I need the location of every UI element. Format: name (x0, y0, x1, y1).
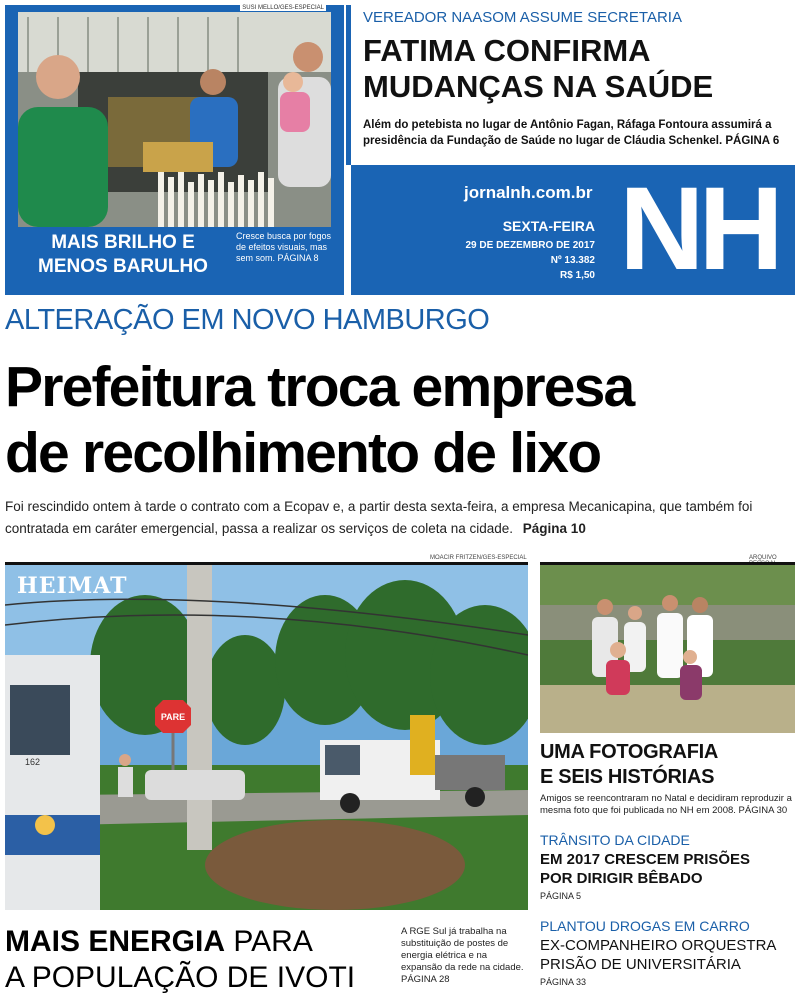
main-headline (5, 354, 633, 486)
story2-headline (540, 850, 795, 888)
story-headline (363, 33, 713, 105)
main-headline-line1: Prefeitura troca empresa (5, 355, 634, 419)
story-kicker: VEREADOR NAASOM ASSUME SECRETARIA (363, 9, 682, 26)
story-headline-line2: MUDANÇAS NA SAÚDE (363, 69, 714, 104)
energy-headline-line2: A POPULAÇÃO DE IVOTI (5, 961, 356, 994)
photo-credit: ARQUIVO (749, 555, 777, 561)
masthead-issue: Nº 13.382 (550, 255, 595, 266)
power-line-photo (5, 565, 528, 910)
shop-scene-illustration (18, 12, 331, 227)
nh-logo[interactable]: NH (619, 163, 778, 295)
friends-photo (540, 565, 795, 733)
story1-headline-line1: UMA FOTOGRAFIA (540, 741, 719, 763)
energy-headline-bold: MAIS ENERGIA (5, 925, 226, 958)
story3-headline-line2: PRISÃO DE UNIVERSITÁRIA (540, 956, 741, 973)
story2-headline-line1: EM 2017 CRESCEM PRISÕES (540, 851, 751, 868)
story2-page[interactable]: PÁGINA 5 (540, 891, 582, 901)
story2-headline-line2: POR DIRIGIR BÊBADO (540, 870, 703, 887)
promo-headline[interactable] (13, 231, 233, 279)
main-story[interactable] (5, 300, 795, 550)
heimat-tag: HEIMAT (17, 573, 128, 599)
sidebar-story-2[interactable] (540, 832, 795, 901)
story-headline-line1: FATIMA CONFIRMA (363, 33, 651, 68)
main-page-ref[interactable]: Página 10 (522, 521, 586, 536)
story1-body: Amigos se reencontraram no Natal e decidiram reproduzir a mesma foto que foi publicada no NH em 2008. PÁGINA 30 (540, 793, 792, 816)
sidebar-story-3[interactable] (540, 918, 795, 987)
vertical-divider (346, 5, 351, 165)
story3-page[interactable]: PÁGINA 33 (540, 977, 587, 987)
promo-blurb: Cresce busca por fogos de efeitos visuais, mas sem som. PÁGINA 8 (236, 231, 332, 263)
story2-kicker: TRÂNSITO DA CIDADE (540, 832, 690, 848)
energy-headline[interactable] (5, 924, 395, 996)
masthead-price: R$ 1,50 (559, 270, 595, 281)
story3-kicker: PLANTOU DROGAS EM CARRO (540, 918, 750, 934)
stop-sign-text: PARE (160, 712, 186, 722)
main-body-text: Foi rescindido ontem à tarde o contrato com a Ecopav e, a partir desta sexta-feira, a empresa Mecanicapina, que também foi contratada em caráter emergencial, passa a realizar os serviços de coleta na cidade. (5, 499, 753, 536)
main-kicker: ALTERAÇÃO EM NOVO HAMBURGO (5, 304, 490, 336)
site-url[interactable]: jornalnh.com.br (464, 183, 593, 202)
promo-headline-line1: MAIS BRILHO E (51, 232, 195, 253)
photo-credit: MOACIR FRITZEN/GES-ESPECIAL (430, 555, 527, 561)
promo-headline-line2: MENOS BARULHO (38, 256, 208, 277)
story3-headline (540, 936, 795, 974)
energy-blurb: A RGE Sul já trabalha na substituição de postes de energia elétrica e na expansão da rede na cidade. PÁGINA 28 (401, 926, 524, 985)
story-summary: Além do petebista no lugar de Antônio Fagan, Ráfaga Fontoura assumirá a presidência da Fundação de Saúde no lugar de Cláudia Schenkel. PÁGINA 6 (363, 119, 780, 147)
masthead-weekday: SEXTA-FEIRA (502, 218, 595, 234)
photo-credit: SUSI MELLO/GES-ESPECIAL (242, 5, 324, 11)
masthead[interactable] (351, 165, 795, 295)
story3-headline-line1: EX-COMPANHEIRO ORQUESTRA (540, 937, 777, 954)
utility-work-illustration (5, 565, 528, 910)
energy-headline-light: PARA (225, 925, 313, 958)
energy-headline-line1 (5, 924, 395, 960)
main-headline-line2: de recolhimento de lixo (5, 421, 601, 485)
sidebar-story-1[interactable] (540, 740, 795, 817)
story1-headline (540, 740, 795, 790)
truck-number: 162 (25, 757, 41, 767)
top-right-story[interactable] (351, 5, 795, 161)
masthead-date: 29 DE DEZEMBRO DE 2017 (465, 240, 595, 251)
story1-headline-line2: E SEIS HISTÓRIAS (540, 766, 715, 788)
group-photo-illustration (540, 565, 795, 733)
top-left-promo[interactable] (5, 5, 344, 295)
main-body (5, 496, 790, 540)
fireworks-shop-photo (18, 12, 331, 227)
